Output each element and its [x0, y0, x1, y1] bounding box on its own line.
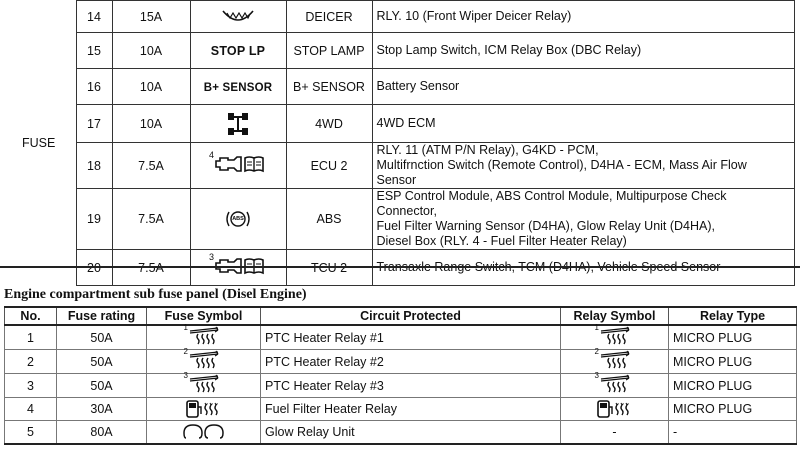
- ptc-heater-icon: [599, 350, 635, 370]
- table-row: [0, 105, 794, 143]
- circuit-protected: [372, 143, 794, 189]
- fuse-number: 19: [76, 189, 112, 250]
- fuse-rating: 10A: [112, 105, 190, 143]
- sub-fuse-symbol: [147, 347, 261, 374]
- table-row: [0, 143, 794, 189]
- relay-symbol: -: [561, 421, 669, 445]
- fuse-symbol: [190, 143, 286, 189]
- table-row: [0, 1, 794, 33]
- circuit-protected: [372, 189, 794, 250]
- relay-type: MICRO PLUG: [669, 398, 797, 421]
- fuse-symbol: [190, 1, 286, 33]
- ptc-index: 3: [594, 371, 599, 380]
- sub-circuit-protected: PTC Heater Relay #1: [261, 325, 561, 350]
- table-header-row: [5, 307, 797, 325]
- fuse-name: 4WD: [286, 105, 372, 143]
- relay-symbol: [561, 325, 669, 350]
- fuse-name: B+ SENSOR: [286, 69, 372, 105]
- fuse-symbol-text: STOP LP: [210, 43, 266, 58]
- engine-book-icon: [214, 154, 266, 174]
- column-header: No.: [5, 307, 57, 325]
- table-row: [5, 421, 797, 445]
- table-row: [5, 374, 797, 398]
- fuse-number: 18: [76, 143, 112, 189]
- column-header: Circuit Protected: [261, 307, 561, 325]
- sub-fuse-number: 5: [5, 421, 57, 445]
- fuse-number: 17: [76, 105, 112, 143]
- circuit-line: Diesel Box (RLY. 4 - Fuel Filter Heater Relay): [376, 234, 627, 248]
- circuit-line: ESP Control Module, ABS Control Module, Multipurpose Check Connector,: [376, 189, 727, 218]
- fuse-rating: 10A: [112, 69, 190, 105]
- wiper-deicer-icon: [221, 7, 255, 27]
- sub-circuit-protected: PTC Heater Relay #2: [261, 350, 561, 374]
- 4wd-chassis-icon: [227, 111, 249, 137]
- sub-fuse-symbol: [147, 325, 261, 350]
- glow-plug-icon: [182, 422, 226, 442]
- fuse-rating: 7.5A: [112, 189, 190, 250]
- fuse-name: STOP LAMP: [286, 33, 372, 69]
- abs-icon: [224, 209, 252, 229]
- column-header: Relay Symbol: [561, 307, 669, 325]
- circuit-protected: [372, 69, 794, 105]
- fuse-name: ECU 2: [286, 143, 372, 189]
- ptc-heater-icon: [188, 326, 224, 346]
- fuse-symbol: [190, 189, 286, 250]
- sub-fuse-number: 3: [5, 374, 57, 398]
- circuit-line: RLY. 10 (Front Wiper Deicer Relay): [376, 9, 572, 23]
- table-row: [0, 33, 794, 69]
- relay-symbol: [561, 347, 669, 374]
- fuse-name: DEICER: [286, 1, 372, 33]
- ptc-index: 2: [183, 347, 188, 356]
- circuit-line: Fuel Filter Warning Sensor (D4HA), Glow Relay Unit (D4HA),: [376, 219, 716, 233]
- fuse-number: 15: [76, 33, 112, 69]
- circuit-line: Battery Sensor: [376, 79, 460, 93]
- sub-fuse-table: [4, 306, 797, 445]
- fuse-rating: 7.5A: [112, 143, 190, 189]
- relay-type: MICRO PLUG: [669, 374, 797, 398]
- sub-fuse-rating: 30A: [57, 398, 147, 421]
- ptc-heater-icon: [188, 350, 224, 370]
- circuit-line: Multifrnction Switch (Remote Control), D4HA - ECM, Mass Air Flow Sensor: [376, 158, 747, 187]
- ptc-heater-icon: [599, 326, 635, 346]
- sub-panel-title: Engine compartment sub fuse panel (Disel Engine): [4, 287, 307, 302]
- sub-fuse-rating: 50A: [57, 350, 147, 374]
- ptc-heater-icon: [188, 374, 224, 394]
- column-header: Fuse Symbol: [147, 307, 261, 325]
- column-header: Fuse rating: [57, 307, 147, 325]
- circuit-line: Stop Lamp Switch, ICM Relay Box (DBC Relay): [376, 43, 642, 57]
- fuel-filter-heater-icon: [184, 399, 224, 419]
- relay-symbol: [561, 371, 669, 398]
- ptc-heater-icon: [599, 374, 635, 394]
- table-row: [0, 189, 794, 250]
- table-row: [5, 325, 797, 350]
- fuse-number: 16: [76, 69, 112, 105]
- sub-fuse-rating: 50A: [57, 325, 147, 350]
- table-row: [5, 350, 797, 374]
- fuse-number: 14: [76, 1, 112, 33]
- sub-circuit-protected: Fuel Filter Heater Relay: [261, 398, 561, 421]
- relay-symbol: [561, 398, 669, 421]
- fuse-symbol: [190, 33, 286, 69]
- fuse-section-label: FUSE: [0, 1, 76, 286]
- sub-fuse-rating: 80A: [57, 421, 147, 445]
- circuit-protected: [372, 33, 794, 69]
- sub-fuse-symbol: [147, 371, 261, 398]
- fuel-filter-heater-icon: [595, 399, 635, 419]
- sub-fuse-number: 1: [5, 325, 57, 350]
- circuit-protected: [372, 1, 794, 33]
- fuse-symbol-text: B+ SENSOR: [203, 81, 273, 94]
- fuse-name: ABS: [286, 189, 372, 250]
- sub-fuse-rating: 50A: [57, 374, 147, 398]
- fuse-rating: 10A: [112, 33, 190, 69]
- ptc-index: 2: [594, 347, 599, 356]
- circuit-protected: [372, 105, 794, 143]
- fuse-symbol: [190, 105, 286, 143]
- abs-icon-label: ABS: [232, 216, 244, 222]
- sub-circuit-protected: PTC Heater Relay #3: [261, 374, 561, 398]
- sub-fuse-symbol: [147, 421, 261, 445]
- circuit-line: RLY. 11 (ATM P/N Relay), G4KD - PCM,: [376, 143, 599, 157]
- ptc-index: 3: [183, 371, 188, 380]
- section-divider: [0, 266, 800, 268]
- fuse-symbol: [190, 69, 286, 105]
- ptc-index: 1: [183, 323, 188, 332]
- circuit-line: 4WD ECM: [376, 116, 436, 130]
- fuse-symbol-index: 3: [209, 252, 215, 262]
- fuse-rating: 15A: [112, 1, 190, 33]
- sub-fuse-number: 4: [5, 398, 57, 421]
- column-header: Relay Type: [669, 307, 797, 325]
- fuse-symbol-index: 4: [209, 150, 215, 160]
- table-row: [0, 69, 794, 105]
- sub-fuse-number: 2: [5, 350, 57, 374]
- relay-type: -: [669, 421, 797, 445]
- relay-type: MICRO PLUG: [669, 325, 797, 350]
- sub-fuse-symbol: [147, 398, 261, 421]
- sub-circuit-protected: Glow Relay Unit: [261, 421, 561, 445]
- relay-type: MICRO PLUG: [669, 350, 797, 374]
- table-row: [5, 398, 797, 421]
- ptc-index: 1: [594, 323, 599, 332]
